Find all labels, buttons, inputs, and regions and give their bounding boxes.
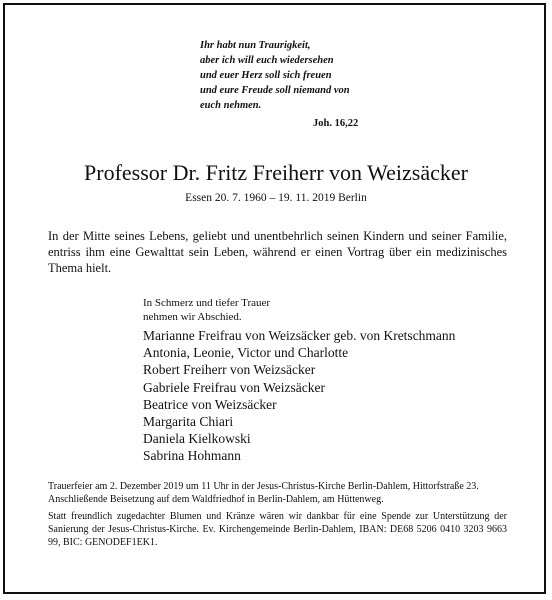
- mourner-name: Daniela Kielkowski: [143, 431, 251, 447]
- mourning-intro: [143, 296, 270, 324]
- mourner-name: Beatrice von Weizsäcker: [143, 396, 277, 412]
- memorial-paragraph: In der Mitte seines Lebens, geliebt und unentbehrlich seinen Kindern und seiner Familie, entriss ihm eine Gewalttat sein Leben, während er einen Vortrag über ein medizinisches Thema hielt.: [48, 229, 507, 275]
- deceased-name: Professor Dr. Fritz Freiherr von Weizsäcker: [84, 160, 468, 185]
- burial-info: Anschließende Beisetzung auf dem Waldfriedhof in Berlin-Dahlem, am Hüttenweg.: [48, 494, 384, 505]
- mourning-line: nehmen wir Abschied.: [143, 311, 242, 323]
- verse-line: aber ich will euch wiedersehen: [200, 55, 334, 66]
- verse-line: und euer Herz soll sich freuen: [200, 70, 332, 81]
- donation-info: Statt freundlich zugedachter Blumen und Kränze wären wir dankbar für eine Spende zur Unterstützung der Sanierung der Jesus-Christus-Kirche. Ev. Kirchengemeinde Berlin-Dahlem, IBAN: DE68 5206 0410 3203 9663 99, BIC: GENODEF1EK1.: [48, 511, 507, 548]
- ceremony-info: [48, 480, 507, 549]
- mourning-line: In Schmerz und tiefer Trauer: [143, 297, 271, 309]
- mourner-name: Marianne Freifrau von Weizsäcker geb. von Kretschmann: [143, 328, 456, 343]
- mourner-name: Margarita Chiari: [143, 414, 234, 430]
- mourner-list: [143, 327, 455, 465]
- mourner-name: Gabriele Freifrau von Weizsäcker: [143, 379, 325, 395]
- verse-line: und eure Freude soll niemand von: [200, 85, 350, 96]
- mourner-name: Sabrina Hohmann: [143, 448, 241, 464]
- funeral-info: Trauerfeier am 2. Dezember 2019 um 11 Uhr in der Jesus-Christus-Kirche Berlin-Dahlem, Hittorfstraße 23.: [48, 481, 479, 492]
- verse-line: euch nehmen.: [200, 100, 262, 111]
- life-dates: Essen 20. 7. 1960 – 19. 11. 2019 Berlin: [185, 192, 367, 204]
- verse-source: Joh. 16,22: [313, 118, 359, 129]
- verse-line: Ihr habt nun Traurigkeit,: [200, 40, 311, 51]
- bible-verse: [200, 38, 380, 113]
- mourner-name: Antonia, Leonie, Victor und Charlotte: [143, 345, 349, 361]
- mourner-name: Robert Freiherr von Weizsäcker: [143, 362, 316, 378]
